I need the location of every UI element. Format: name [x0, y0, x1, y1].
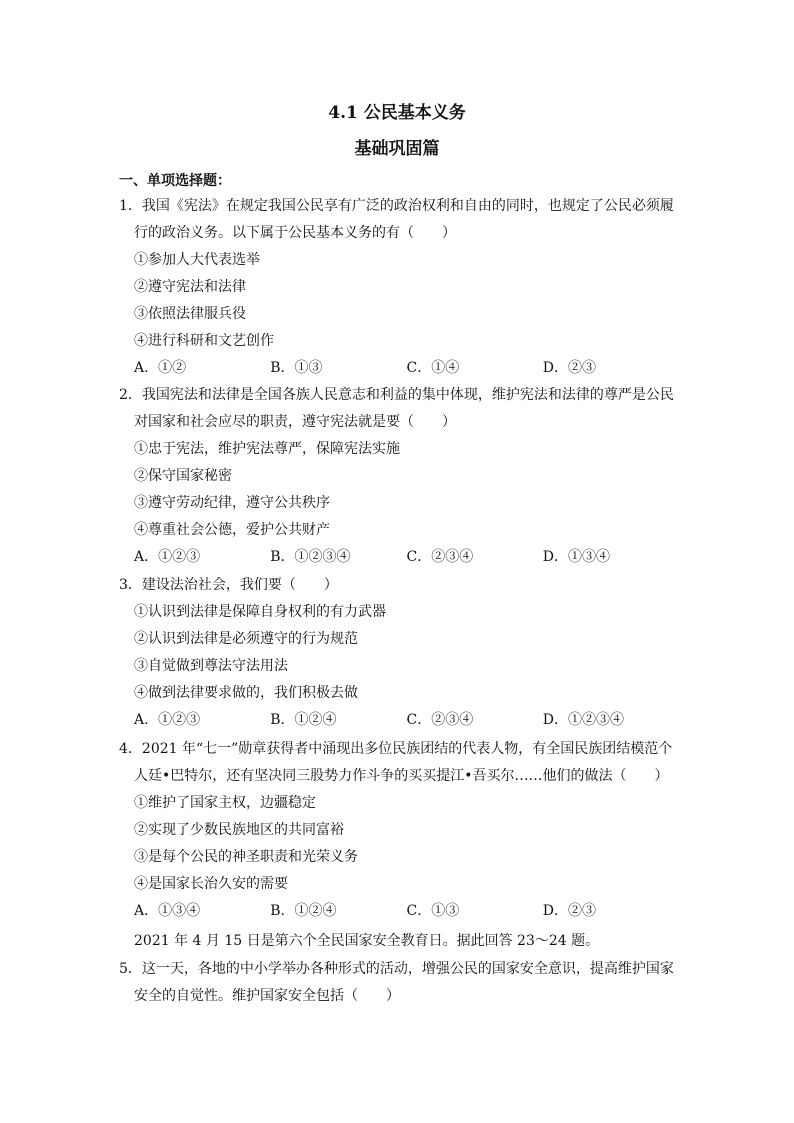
section-heading: 一、单项选择题：: [119, 173, 231, 189]
question-stem-cont: 对国家和社会应尽的职责，遵守宪法就是要（ ）: [134, 414, 456, 430]
question-3: [119, 572, 679, 734]
option-item: ①认识到法律是保障自身权利的有力武器: [134, 604, 386, 620]
page-title: 4.1 公民基本义务: [328, 103, 466, 123]
answer-choices: [119, 544, 679, 571]
choice-b: B．①②③④: [270, 549, 351, 565]
choice-c: C．②③④: [406, 549, 474, 565]
choice-b: B．①②④: [270, 712, 337, 728]
choice-a: A．①③④: [134, 903, 201, 919]
question-stem-cont: 人廷•巴特尔，还有坚决同三股势力作斗争的买买提江•吾买尔……他们的做法（ ）: [134, 768, 669, 784]
choice-d: D．①③④: [542, 549, 610, 565]
option-item: ④尊重社会公德，爱护公共财产: [134, 522, 330, 538]
choice-d: D．①②③④: [542, 712, 624, 728]
question-stem: 3．建设法治社会，我们要（ ）: [119, 577, 338, 593]
choice-a: A．①②③: [134, 549, 201, 565]
question-stem: 5．这一天，各地的中小学举办各种形式的活动，增强公民的国家安全意识，提高维护国家: [119, 961, 674, 977]
choice-b: B．①③: [270, 360, 323, 376]
option-item: ①忠于宪法，维护宪法尊严，保障宪法实施: [134, 441, 400, 457]
option-item: ①参加人大代表选举: [134, 252, 260, 268]
answer-choices: [119, 707, 679, 734]
choice-a: A．①②: [134, 360, 187, 376]
page-subtitle: 基础巩固篇: [354, 139, 440, 159]
option-item: ③是每个公民的神圣职责和光荣义务: [134, 849, 358, 865]
reading-note: 2021 年 4 月 15 日是第六个全民国家安全教育日。据此回答 23～24 题。: [134, 933, 600, 949]
option-item: ②保守国家秘密: [134, 468, 232, 484]
choice-c: C．①④: [406, 360, 460, 376]
option-item: ①维护了国家主权，边疆稳定: [134, 795, 316, 811]
option-item: ③遵守劳动纪律，遵守公共秩序: [134, 495, 330, 511]
question-1: [119, 193, 679, 382]
question-2: [119, 382, 679, 571]
answer-choices: [119, 355, 679, 382]
choice-a: A．①②③: [134, 712, 201, 728]
option-item: ③自觉做到尊法守法用法: [134, 658, 288, 674]
option-item: ②认识到法律是必须遵守的行为规范: [134, 631, 358, 647]
question-stem: 1．我国《宪法》在规定我国公民享有广泛的政治权利和自由的同时，也规定了公民必须履: [119, 198, 674, 214]
question-stem: 2．我国宪法和法律是全国各族人民意志和利益的集中体现，维护宪法和法律的尊严是公民: [119, 387, 674, 403]
option-item: ②实现了少数民族地区的共同富裕: [134, 822, 344, 838]
choice-b: B．①②④: [270, 903, 337, 919]
option-item: ③依照法律服兵役: [134, 306, 246, 322]
option-item: ④是国家长治久安的需要: [134, 876, 288, 892]
choice-d: D．②③: [542, 903, 596, 919]
question-stem: 4．2021 年“七一”勋章获得者中涌现出多位民族团结的代表人物，有全国民族团结模范个: [119, 741, 673, 757]
question-stem-cont: 行的政治义务。以下属于公民基本义务的有（ ）: [134, 225, 456, 241]
answer-choices: [119, 898, 679, 925]
question-stem-cont: 安全的自觉性。维护国家安全包括（ ）: [134, 988, 400, 1004]
choice-c: C．②③④: [406, 712, 474, 728]
question-5: [119, 956, 679, 1010]
choice-c: C．①③: [406, 903, 460, 919]
option-item: ②遵守宪法和法律: [134, 279, 246, 295]
option-item: ④进行科研和文艺创作: [134, 333, 274, 349]
choice-d: D．②③: [542, 360, 596, 376]
question-4: [119, 736, 679, 925]
option-item: ④做到法律要求做的，我们积极去做: [134, 685, 358, 701]
